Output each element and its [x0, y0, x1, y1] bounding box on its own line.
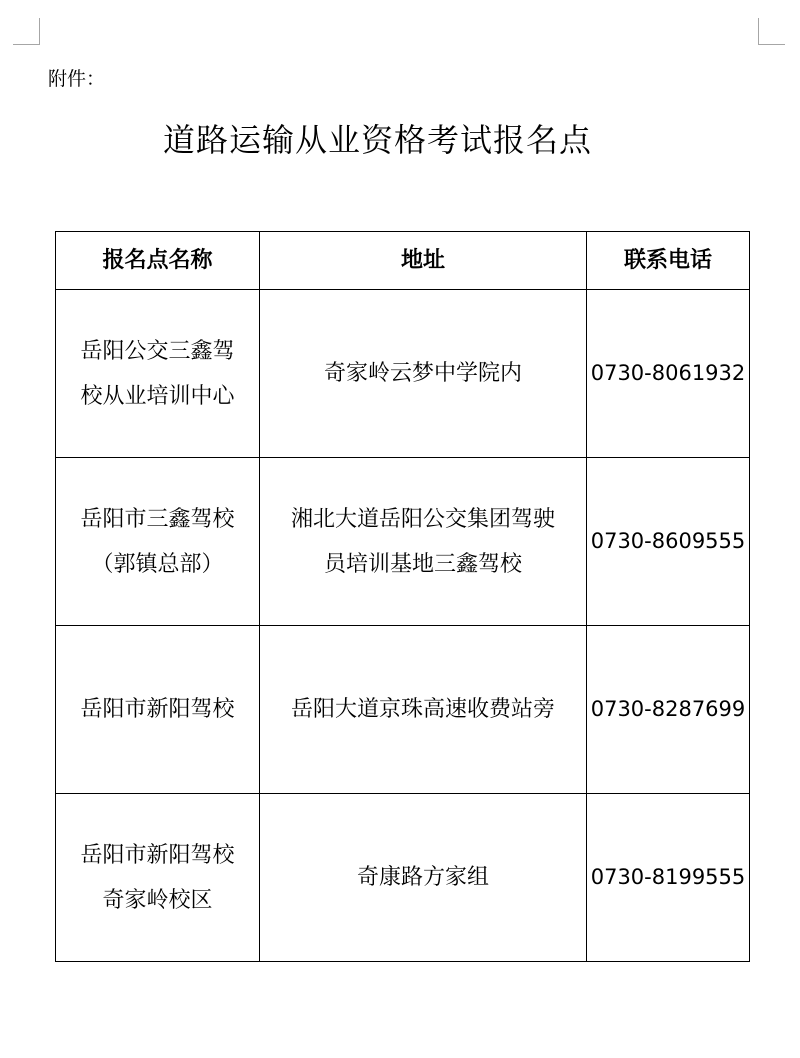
name-cell — [56, 290, 260, 458]
phone-cell: 0730-8287699 — [587, 626, 750, 794]
phone-cell: 0730-8609555 — [587, 458, 750, 626]
name-line: 岳阳市三鑫驾校 — [80, 506, 235, 532]
address-line: 湘北大道岳阳公交集团驾驶 — [290, 506, 555, 532]
table-row — [56, 458, 750, 626]
address-line: 员培训基地三鑫驾校 — [323, 551, 522, 577]
address-line: 奇家岭云梦中学院内 — [323, 361, 522, 386]
registration-points-table — [55, 231, 750, 962]
phone-cell: 0730-8061932 — [587, 290, 750, 458]
name-line: 奇家岭校区 — [102, 887, 213, 913]
address-cell — [260, 626, 587, 794]
address-cell — [260, 458, 587, 626]
name-line: 校从业培训中心 — [80, 383, 235, 409]
header-phone: 联系电话 — [587, 232, 750, 290]
name-cell — [56, 626, 260, 794]
name-line: 岳阳市新阳驾校 — [80, 842, 235, 868]
name-line: 岳阳市新阳驾校 — [80, 697, 235, 722]
address-line: 岳阳大道京珠高速收费站旁 — [290, 697, 555, 722]
crop-mark-top-left — [13, 18, 40, 45]
table-row — [56, 794, 750, 962]
table-row — [56, 290, 750, 458]
document-title: 道路运输从业资格考试报名点 — [162, 121, 592, 159]
name-line: （郭镇总部） — [91, 551, 224, 577]
header-name: 报名点名称 — [56, 232, 260, 290]
address-cell — [260, 290, 587, 458]
table-header-row — [56, 232, 750, 290]
table-row — [56, 626, 750, 794]
name-cell — [56, 794, 260, 962]
name-cell — [56, 458, 260, 626]
name-line: 岳阳公交三鑫驾 — [80, 338, 235, 364]
address-line: 奇康路方家组 — [356, 865, 489, 890]
crop-mark-top-right — [758, 18, 785, 45]
phone-cell: 0730-8199555 — [587, 794, 750, 962]
attachment-label: 附件： — [48, 68, 106, 90]
header-address: 地址 — [260, 232, 587, 290]
address-cell — [260, 794, 587, 962]
